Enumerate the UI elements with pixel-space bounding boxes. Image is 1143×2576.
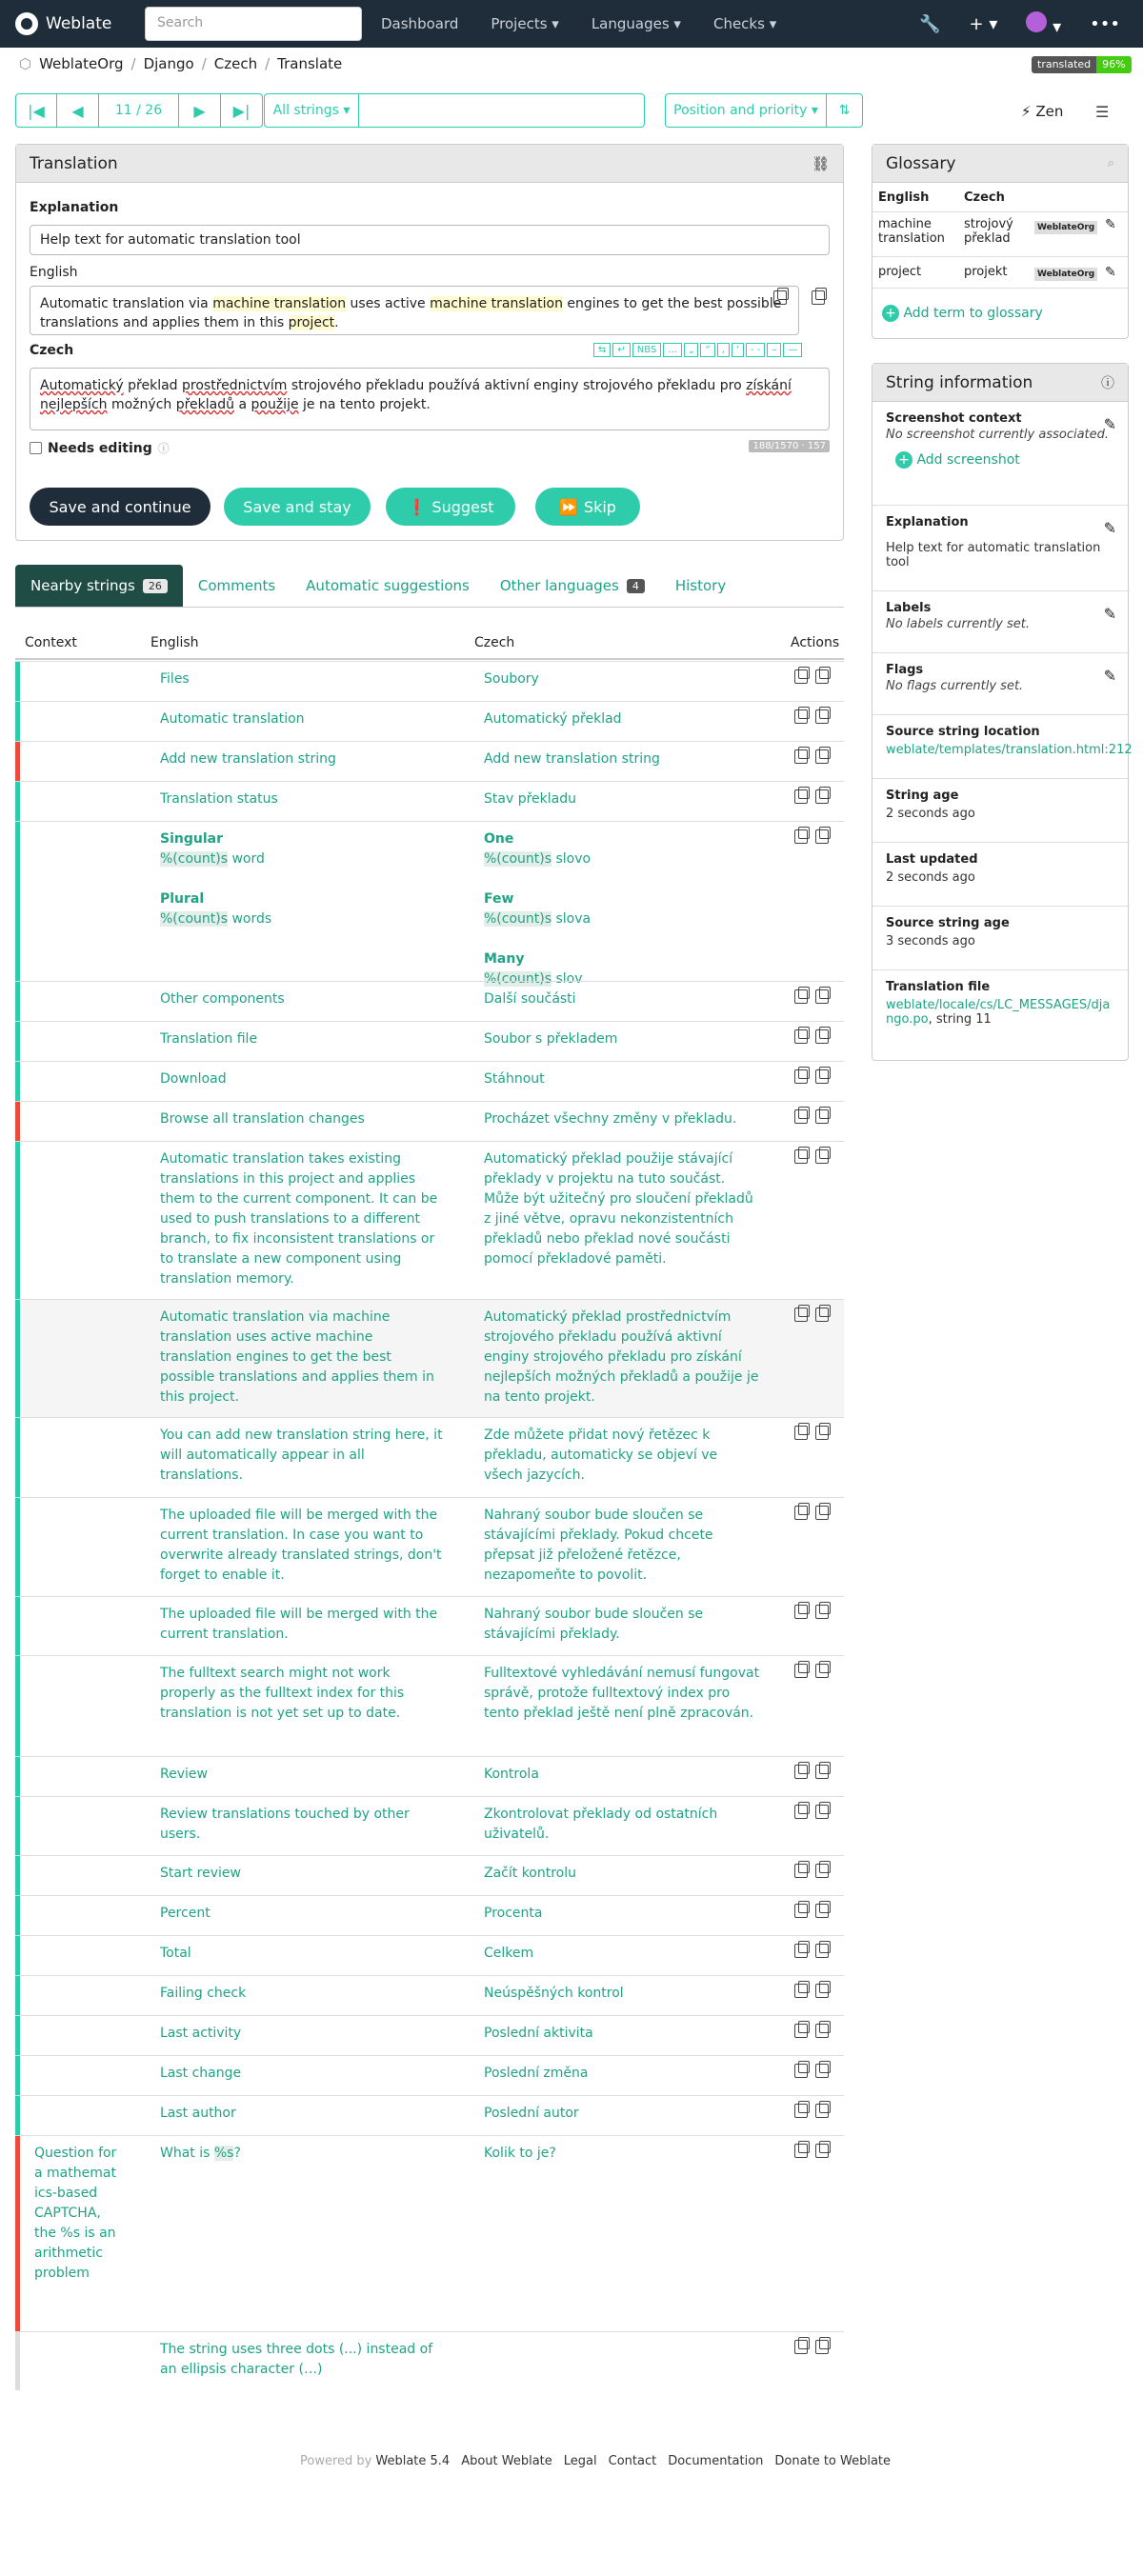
flags-info: Flags No flags currently set. ✎: [872, 652, 1130, 714]
search-input[interactable]: Search: [145, 7, 362, 41]
edit-flags-icon[interactable]: ✎: [1103, 667, 1116, 685]
last-updated-info: Last updated 2 seconds ago: [872, 842, 1130, 906]
clone-icon[interactable]: [815, 1308, 829, 1322]
footer-weblate-version[interactable]: Weblate 5.4: [375, 2454, 451, 2468]
edit-screenshot-icon[interactable]: ✎: [1103, 415, 1116, 433]
glossary-term-target: projekt: [964, 265, 1008, 279]
copy-icon[interactable]: [794, 1109, 808, 1124]
glossary-tag: WeblateOrg: [1034, 268, 1097, 281]
footer-documentation[interactable]: Documentation: [668, 2454, 764, 2468]
copy-icon[interactable]: [794, 1904, 808, 1918]
table-row[interactable]: Review Kontrola: [15, 1756, 844, 1796]
sort-direction-button[interactable]: [827, 93, 863, 128]
filter-dropdown[interactable]: All strings ▾: [264, 93, 359, 128]
sort-icon: ⇅: [838, 103, 851, 118]
copy-icon[interactable]: [794, 1765, 808, 1779]
tab-nearby-strings[interactable]: Nearby strings 26: [15, 565, 183, 607]
special-char-button[interactable]: ‚: [717, 343, 730, 357]
project-icon: ⬡: [19, 55, 32, 72]
table-row-current[interactable]: Automatic translation via machine translation uses active machine translation engines to get the best possible translations and applies them in this project. Automatický překlad prostřednictvím strojového překladu používá aktivní enginy strojového překladu pro získání nejlepších možných překladů a použije je na tento projekt.: [15, 1299, 844, 1417]
edit-term-icon[interactable]: ✎: [1105, 217, 1116, 232]
clone-icon[interactable]: [815, 1805, 829, 1819]
copy-icon[interactable]: [794, 669, 808, 684]
glossary-header-czech: Czech: [964, 190, 1005, 205]
table-row[interactable]: Browse all translation changes Procházet všechny změny v překladu.: [15, 1101, 844, 1141]
suggest-icon: ❗: [407, 497, 427, 516]
copy-icon[interactable]: [794, 989, 808, 1004]
clone-icon[interactable]: [815, 1904, 829, 1918]
glossary-term-target: strojový překlad: [964, 217, 1013, 246]
copy-icon[interactable]: [794, 1029, 808, 1044]
clone-icon[interactable]: [815, 1765, 829, 1779]
skip-icon: ⏩: [559, 497, 578, 516]
table-row[interactable]: Other components Další součásti: [15, 981, 844, 1021]
clone-icon[interactable]: [815, 829, 829, 844]
glossary-title: Glossary: [886, 153, 956, 173]
top-navbar: [0, 0, 1143, 48]
next-string-button[interactable]: ▶: [179, 93, 221, 128]
source-age-info: Source string age 3 seconds ago: [872, 906, 1130, 969]
clone-icon[interactable]: [815, 1944, 829, 1958]
special-char-button[interactable]: …: [663, 343, 682, 357]
copy-icon[interactable]: [794, 2340, 808, 2354]
skip-button[interactable]: ⏩ Skip: [535, 488, 640, 526]
copy-icon[interactable]: [794, 1069, 808, 1084]
character-counter: 188/1570 · 157: [749, 440, 830, 452]
glossary-term[interactable]: project: [288, 315, 335, 330]
wrench-icon[interactable]: 🔧: [919, 13, 941, 34]
translation-panel-title: Translation: [30, 153, 118, 173]
copy-icon[interactable]: [794, 1864, 808, 1878]
header-actions: Actions: [791, 635, 840, 650]
nav-projects[interactable]: Projects ▾: [491, 15, 559, 32]
special-char-button[interactable]: NBS: [632, 343, 662, 357]
special-char-button[interactable]: „: [684, 343, 698, 357]
clone-icon[interactable]: [815, 1069, 829, 1084]
clone-icon[interactable]: [815, 1506, 829, 1520]
table-row[interactable]: Automatic translation Automatický překlad: [15, 701, 844, 741]
copy-icon[interactable]: [794, 1944, 808, 1958]
first-string-button[interactable]: |◀: [15, 93, 57, 128]
table-row[interactable]: Last activity Poslední aktivita: [15, 2015, 844, 2055]
zen-mode-link[interactable]: ⚡ Zen: [1021, 103, 1064, 120]
tabs: [15, 565, 741, 607]
special-char-button[interactable]: - -: [746, 343, 765, 357]
edit-term-icon[interactable]: ✎: [1105, 265, 1116, 280]
suggest-button[interactable]: ❗ Suggest: [386, 488, 515, 526]
explanation-text: Help text for automatic translation tool: [30, 225, 830, 255]
special-char-button[interactable]: ↵: [612, 343, 630, 357]
source-location-link[interactable]: weblate/templates/translation.html:212: [886, 743, 1133, 757]
clone-icon[interactable]: [815, 789, 829, 804]
copy-icon[interactable]: [794, 1605, 808, 1619]
table-row[interactable]: You can add new translation string here, it will automatically appear in all translations. Zde můžete přidat nový řetězec k překladu, automaticky se objeví ve všech jazycích.: [15, 1417, 844, 1497]
copy-icon[interactable]: [794, 2104, 808, 2118]
special-char-button[interactable]: –: [767, 343, 781, 357]
table-row[interactable]: Review translations touched by other users. Zkontrolovat překlady od ostatních uživatelů.: [15, 1796, 844, 1855]
source-string: Automatic translation via machine translation uses active machine translation engines to get the best possible translations and applies them in this project.: [30, 286, 799, 335]
crumb-language[interactable]: Czech: [213, 55, 258, 72]
info-icon: ⓘ: [1101, 375, 1114, 391]
table-row[interactable]: Download Stáhnout: [15, 1061, 844, 1101]
glossary-term[interactable]: machine translation: [212, 296, 347, 311]
clone-icon[interactable]: [815, 1864, 829, 1878]
table-row[interactable]: The uploaded file will be merged with the current translation. Nahraný soubor bude sloučen se stávajícími překlady.: [15, 1596, 844, 1655]
copy-icon[interactable]: [794, 709, 808, 724]
nav-dashboard[interactable]: Dashboard: [381, 15, 459, 32]
copy-icon[interactable]: [794, 829, 808, 844]
special-characters-toolbar: [593, 343, 802, 357]
glossary-term[interactable]: machine translation: [430, 296, 563, 311]
add-screenshot-link[interactable]: + Add screenshot: [895, 451, 1116, 469]
footer-legal[interactable]: Legal: [563, 2454, 597, 2468]
copy-icon[interactable]: [794, 1664, 808, 1678]
table-row[interactable]: Translation status Stav překladu: [15, 781, 844, 821]
help-icon: ⓘ: [157, 442, 170, 455]
add-glossary-term-link[interactable]: + Add term to glossary: [882, 305, 1043, 322]
copy-icon[interactable]: [794, 1506, 808, 1520]
nav-languages[interactable]: Languages ▾: [591, 15, 681, 32]
table-row[interactable]: Files Soubory: [15, 661, 844, 701]
zen-icon: ⚡: [1021, 103, 1032, 120]
translation-file-link[interactable]: weblate/locale/cs/LC_MESSAGES/django.po: [886, 998, 1111, 1027]
clone-icon[interactable]: [815, 2064, 829, 2078]
crumb-component[interactable]: Django: [143, 55, 194, 72]
tab-history[interactable]: History: [674, 577, 727, 594]
glossary-tag: WeblateOrg: [1034, 221, 1097, 234]
nav-checks[interactable]: Checks ▾: [712, 15, 777, 32]
needs-editing-checkbox[interactable]: Needs editing ⓘ: [30, 440, 170, 456]
avatar: [1026, 11, 1047, 32]
translation-textarea[interactable]: Automatický překlad prostřednictvím strojového překladu používá aktivní enginy strojového překladu pro získání nejlepších možných překladů a použije je na tento projekt.: [30, 368, 830, 430]
header-english: English: [150, 635, 199, 650]
copy-icon[interactable]: [794, 2144, 808, 2158]
string-information-panel: [872, 363, 1133, 1061]
weblate-logo-icon: [15, 12, 38, 35]
clone-icon[interactable]: [815, 1029, 829, 1044]
table-row[interactable]: The string uses three dots (...) instead of an ellipsis character (…): [15, 2331, 844, 2390]
clone-icon[interactable]: [815, 1109, 829, 1124]
prev-string-button[interactable]: ◀: [57, 93, 99, 128]
clone-icon[interactable]: [815, 1605, 829, 1619]
table-row[interactable]: Add new translation string Add new translation string: [15, 741, 844, 781]
clone-icon[interactable]: [815, 669, 829, 684]
link-icon[interactable]: ⛓: [811, 154, 830, 172]
settings-icon[interactable]: ☰: [1095, 103, 1110, 121]
table-row[interactable]: Last change Poslední změna: [15, 2055, 844, 2095]
screenshot-context: Screenshot context No screenshot currently associated. + Add screenshot ✎: [886, 411, 1116, 468]
special-char-button[interactable]: —: [783, 343, 802, 357]
clone-icon[interactable]: [815, 1664, 829, 1678]
copy-source-icon[interactable]: [773, 290, 787, 309]
string-pager: [15, 93, 263, 128]
clone-icon[interactable]: [815, 1149, 829, 1164]
glossary-term-source: machine translation: [878, 217, 945, 246]
clone-icon[interactable]: [815, 1426, 829, 1440]
table-row[interactable]: Automatic translation takes existing translations in this project and applies them to the current component. It can be used to push translations to a different branch, to fix inconsistent translations or to translate a new component using translation memory. Automatický překlad použije stávající překlady v projektu na tuto součást. Může být užitečný pro sloučení překladů z jiné větve, opravu nekonzistentních překladů nebo překlad nové součásti pomocí překladové paměti.: [15, 1141, 844, 1299]
crumb-project[interactable]: WeblateOrg: [39, 55, 124, 72]
table-row[interactable]: Percent Procenta: [15, 1895, 844, 1935]
table-row[interactable]: Question for a mathemat ics-based CAPTCHA, the %s is an arithmetic problem What is %s? Kolik to je?: [15, 2135, 844, 2331]
string-info-title: String information: [886, 372, 1033, 392]
sort-dropdown[interactable]: Position and priority ▾: [665, 93, 827, 128]
plus-circle-icon: +: [895, 451, 912, 469]
clone-source-icon[interactable]: [812, 290, 825, 309]
save-and-continue-button[interactable]: Save and continue: [30, 488, 211, 526]
user-menu[interactable]: ▾: [1026, 11, 1061, 37]
copy-icon[interactable]: [794, 1149, 808, 1164]
labels-info: Labels No labels currently set. ✎: [872, 590, 1130, 652]
explanation-info: Explanation Help text for automatic translation tool ✎: [872, 505, 1130, 590]
add-menu-icon[interactable]: + ▾: [969, 13, 998, 34]
tab-other-languages[interactable]: Other languages 4: [485, 565, 660, 607]
glossary-header-english: English: [878, 190, 930, 205]
filter-query-input[interactable]: [359, 93, 645, 128]
tab-automatic-suggestions[interactable]: Automatic suggestions: [306, 577, 470, 594]
edit-explanation-icon[interactable]: ✎: [1103, 519, 1116, 537]
special-char-button[interactable]: “: [700, 343, 714, 357]
clone-icon[interactable]: [815, 2024, 829, 2038]
table-row[interactable]: Total Celkem: [15, 1935, 844, 1975]
copy-icon[interactable]: [794, 1426, 808, 1440]
clone-icon[interactable]: [815, 2340, 829, 2354]
footer: Powered by Weblate 5.4 About Weblate Legal Contact Documentation Donate to Weblate: [300, 2454, 892, 2468]
string-age-info: String age 2 seconds ago: [872, 778, 1130, 842]
glossary-search-icon[interactable]: ⌕: [1107, 156, 1114, 170]
table-row[interactable]: Failing check Neúspěšných kontrol: [15, 1975, 844, 2015]
clone-icon[interactable]: [815, 709, 829, 724]
clone-icon[interactable]: [815, 989, 829, 1004]
position-counter[interactable]: 11 / 26: [99, 93, 179, 128]
clone-icon[interactable]: [815, 2104, 829, 2118]
copy-icon[interactable]: [794, 1308, 808, 1322]
copy-icon[interactable]: [794, 2024, 808, 2038]
footer-contact[interactable]: Contact: [608, 2454, 657, 2468]
table-row[interactable]: Start review Začít kontrolu: [15, 1855, 844, 1895]
source-location-info: Source string location weblate/templates/translation.html:212: [872, 714, 1130, 778]
translation-file-info: Translation file weblate/locale/cs/LC_MESSAGES/django.po, string 11: [872, 969, 1130, 1060]
special-char-button[interactable]: ⇆: [593, 343, 611, 357]
copy-icon[interactable]: [794, 749, 808, 764]
special-char-button[interactable]: ‘: [732, 343, 744, 357]
more-menu-icon[interactable]: •••: [1090, 13, 1120, 34]
edit-labels-icon[interactable]: ✎: [1103, 605, 1116, 623]
footer-donate[interactable]: Donate to Weblate: [774, 2454, 892, 2468]
source-language-label: English: [30, 265, 78, 280]
glossary-term-source: project: [878, 265, 922, 279]
tab-comments[interactable]: Comments: [197, 577, 276, 594]
explanation-label: Explanation: [30, 200, 119, 215]
glossary-panel: [872, 144, 1129, 339]
table-header: [15, 631, 844, 660]
copy-icon[interactable]: [794, 1805, 808, 1819]
footer-about[interactable]: About Weblate: [461, 2454, 552, 2468]
status-badge[interactable]: translated 96%: [1032, 56, 1132, 73]
translation-panel: [15, 144, 844, 541]
last-string-button[interactable]: ▶|: [221, 93, 263, 128]
crumb-translate: Translate: [277, 55, 343, 72]
save-and-stay-button[interactable]: Save and stay: [224, 488, 371, 526]
clone-icon[interactable]: [815, 749, 829, 764]
table-row[interactable]: The uploaded file will be merged with the current translation. In case you want to overwrite already translated strings, don't forget to enable it. Nahraný soubor bude sloučen se stávajícími překlady. Pokud chcete přepsat již přeložené řetězce, nezapomeňte to povolit.: [15, 1497, 844, 1596]
clone-icon[interactable]: [815, 2144, 829, 2158]
header-context: Context: [25, 635, 77, 650]
target-language-label: Czech: [30, 343, 74, 358]
table-row[interactable]: Translation file Soubor s překladem: [15, 1021, 844, 1061]
plus-circle-icon: +: [882, 305, 899, 322]
copy-icon[interactable]: [794, 2064, 808, 2078]
brand-name: Weblate: [46, 14, 112, 33]
header-czech: Czech: [474, 635, 515, 650]
breadcrumb: ⬡ WeblateOrg / Django / Czech / Translate: [19, 55, 343, 72]
brand-link[interactable]: [15, 12, 111, 35]
table-row[interactable]: The fulltext search might not work properly as the fulltext index for this translation is not yet set up to date. Fulltextové vyhledávání nemusí fungovat správě, protože fulltextový index pro tento překlad ještě není plně zpracován.: [15, 1655, 844, 1756]
table-row[interactable]: Last author Poslední autor: [15, 2095, 844, 2135]
copy-icon[interactable]: [794, 1984, 808, 1998]
copy-icon[interactable]: [794, 789, 808, 804]
clone-icon[interactable]: [815, 1984, 829, 1998]
table-row[interactable]: Singular %(count)s word Plural %(count)s words One %(count)s slovo Few %(count)s slova Many %(count)s slov: [15, 821, 844, 981]
